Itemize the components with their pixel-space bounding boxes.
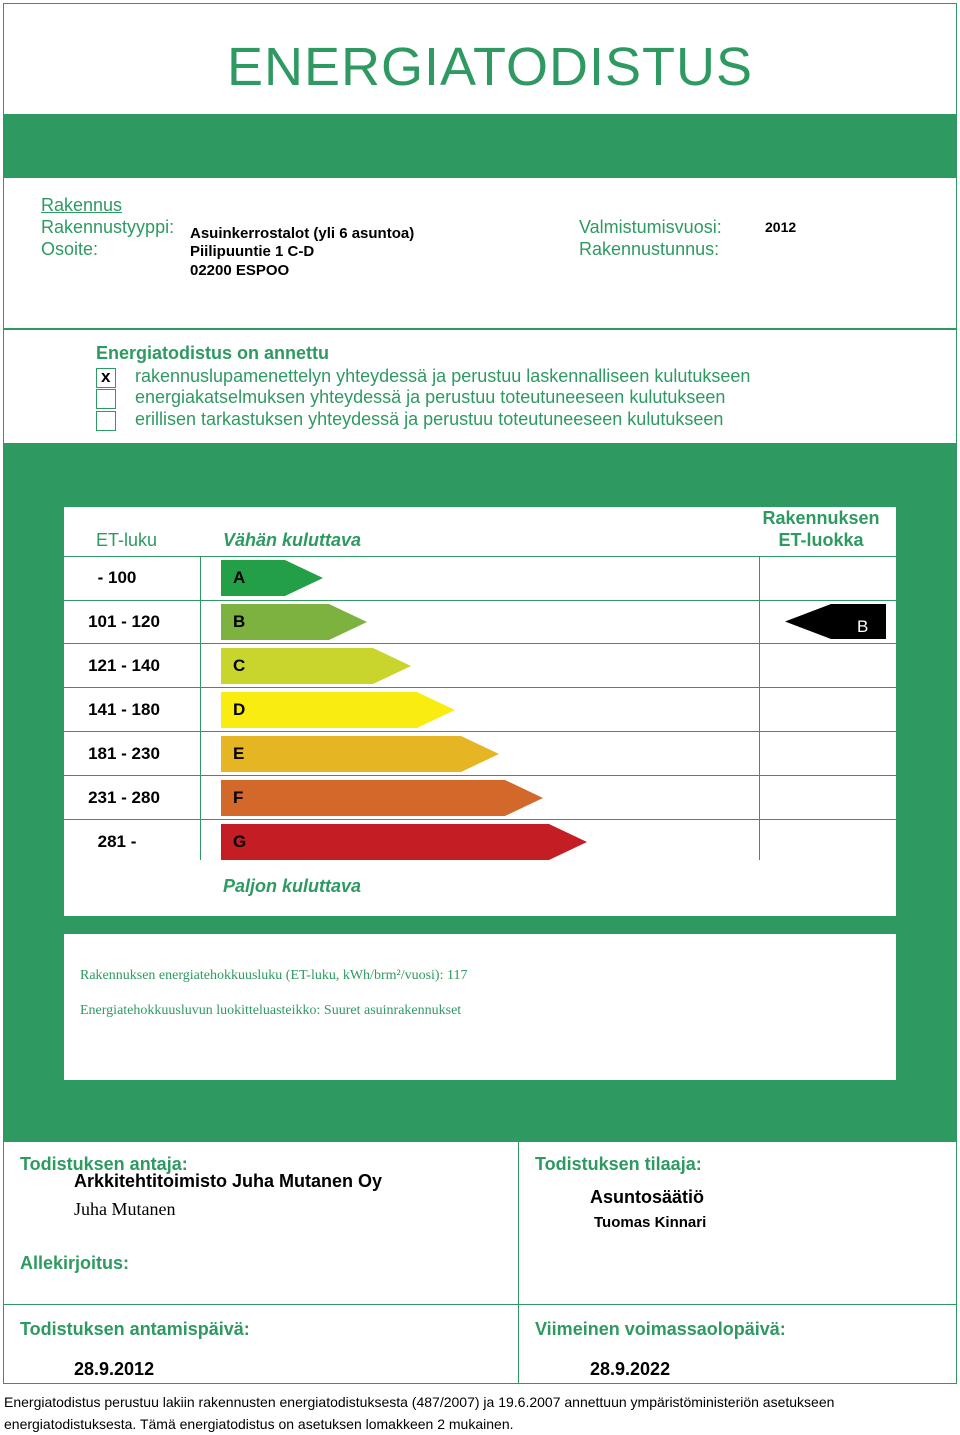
option-1-checkbox[interactable] (96, 368, 116, 388)
class-arrow-f (221, 780, 543, 816)
class-arrow-c (221, 648, 411, 684)
issue-date-label: Todistuksen antamispäivä: (20, 1319, 250, 1339)
option-2-text: energiakatselmuksen yhteydessä ja perustuu toteutuneeseen kulutukseen (135, 387, 726, 407)
class-arrow-g (221, 824, 587, 860)
building-heading: Rakennus (41, 195, 123, 215)
valid-date-label: Viimeinen voimassaolopäivä: (535, 1319, 786, 1339)
class-arrow-b (221, 604, 367, 640)
building-class-value: B (857, 617, 869, 636)
class-label-b: B (233, 612, 246, 631)
range-e: 181 - 230 (88, 744, 160, 763)
address-line-1: Piilipuuntie 1 C-D (190, 243, 315, 260)
class-label-g: G (233, 832, 247, 851)
footer-line-2: energiatodistuksesta. Tämä energiatodistus on asetuksen lomakkeen 2 mukainen. (4, 1416, 514, 1432)
scale-grid-line (64, 775, 896, 776)
option-1-mark: x (101, 367, 111, 386)
orderer-person: Tuomas Kinnari (594, 1214, 707, 1231)
range-c: 121 - 140 (88, 656, 160, 675)
page-title: ENERGIATODISTUS (226, 37, 754, 97)
building-section (3, 177, 957, 329)
address-line-2: 02200 ESPOO (190, 262, 290, 279)
year-label: Valmistumisvuosi: (579, 217, 722, 237)
scale-grid-line (64, 643, 896, 644)
arrow-d-shape (221, 692, 455, 728)
scale-grid-line (64, 687, 896, 688)
high-consumption-label: Paljon kuluttava (223, 876, 362, 896)
signature-label: Allekirjoitus: (20, 1253, 130, 1273)
range-a: - 100 (97, 568, 137, 587)
scale-divider-right (759, 556, 760, 860)
range-b: 101 - 120 (88, 612, 160, 631)
range-g: 281 - (97, 832, 137, 851)
et-luku-header: ET-luku (96, 530, 158, 550)
orderer-label: Todistuksen tilaaja: (535, 1154, 702, 1174)
arrow-g-shape (221, 824, 587, 860)
scale-grid-line (64, 819, 896, 820)
building-type-label: Rakennustyyppi: (41, 217, 175, 237)
green-band-1 (3, 115, 957, 177)
range-f: 231 - 280 (88, 788, 160, 807)
class-arrow-e (221, 736, 499, 772)
issuer-label: Todistuksen antaja: (20, 1154, 188, 1174)
et-value-text: Rakennuksen energiatehokkuusluku (ET-luku, kWh/brm²/vuosi): 117 (80, 968, 468, 983)
scale-grid-line (64, 731, 896, 732)
issuer-person: Juha Mutanen (74, 1199, 176, 1219)
scale-grid-line (64, 556, 896, 557)
building-class-indicator (785, 604, 886, 639)
option-3-checkbox[interactable] (96, 411, 116, 431)
range-d: 141 - 180 (88, 700, 160, 719)
class-arrow-a (221, 560, 323, 596)
year-value: 2012 (765, 219, 797, 235)
class-header-line-1: Rakennuksen (762, 508, 880, 528)
issuer-company: Arkkitehtitoimisto Juha Mutanen Oy (74, 1171, 383, 1191)
arrow-c-shape (221, 648, 411, 684)
orderer-name: Asuntosäätiö (590, 1187, 705, 1207)
option-3-text: erillisen tarkastuksen yhteydessä ja perustuu toteutuneeseen kulutukseen (135, 409, 724, 429)
class-label-e: E (233, 744, 245, 763)
valid-date-section (518, 1304, 957, 1384)
option-2-checkbox[interactable] (96, 389, 116, 409)
footer-line-1: Energiatodistus perustuu lakiin rakennusten energiatodistuksesta (487/2007) ja 19.6.2007 annettuun ympäristöministeriön asetukseen (4, 1394, 835, 1410)
option-1-text: rakennuslupamenettelyn yhteydessä ja perustuu laskennalliseen kulutukseen (135, 366, 751, 386)
low-consumption-label: Vähän kuluttava (223, 530, 362, 550)
address-label: Osoite: (41, 239, 99, 259)
scale-divider-left (200, 556, 201, 860)
building-type-value: Asuinkerrostalot (yli 6 asuntoa) (190, 225, 415, 242)
arrow-f-shape (221, 780, 543, 816)
scale-grid-line (64, 600, 896, 601)
class-label-d: D (233, 700, 246, 719)
valid-date-value: 28.9.2022 (590, 1359, 671, 1379)
class-label-a: A (233, 568, 246, 587)
class-label-c: C (233, 656, 246, 675)
issue-date-value: 28.9.2012 (74, 1359, 155, 1379)
scale-type-text: Energiatehokkuusluvun luokitteluasteikko: Suuret asuinrakennukset (80, 1003, 462, 1018)
issued-heading: Energiatodistus on annettu (96, 343, 330, 363)
building-id-label: Rakennustunnus: (579, 239, 720, 259)
class-arrow-d (221, 692, 455, 728)
arrow-e-shape (221, 736, 499, 772)
building-class-arrow-shape (785, 604, 886, 639)
class-label-f: F (233, 788, 244, 807)
class-header-line-2: ET-luokka (778, 530, 864, 550)
